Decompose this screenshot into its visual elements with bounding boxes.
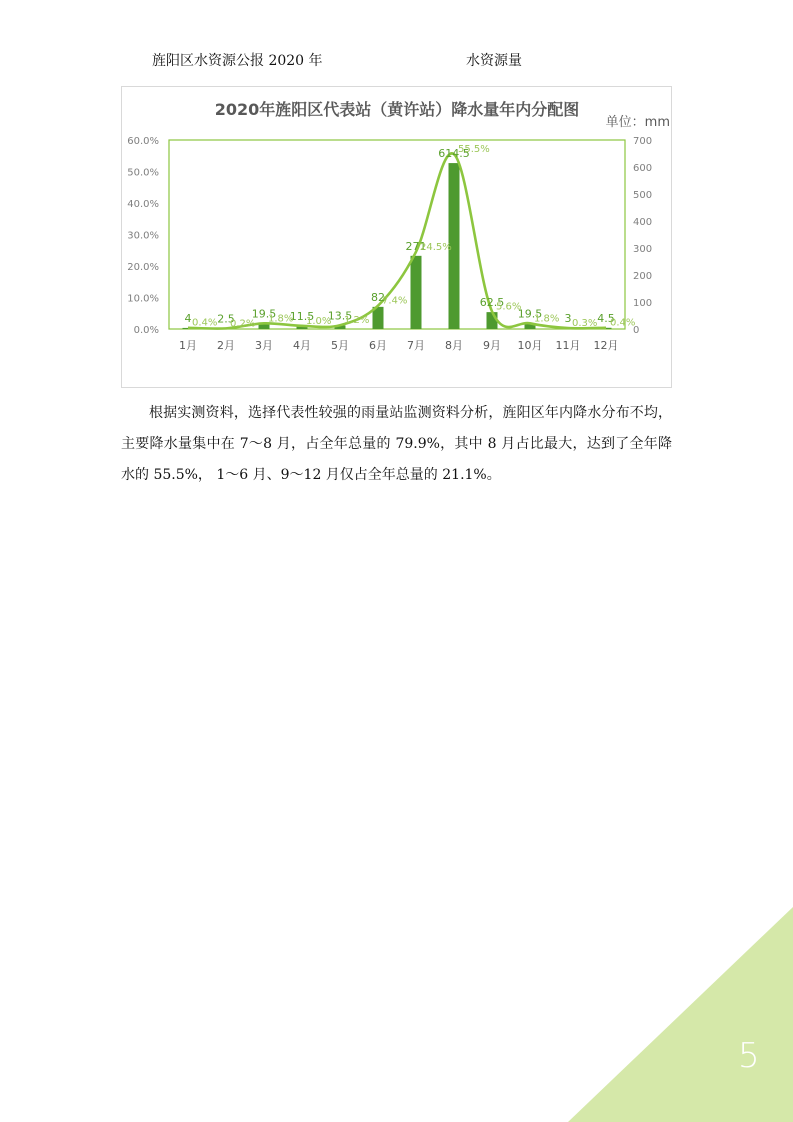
- right-axis-tick-label: 600: [633, 163, 653, 174]
- x-axis-tick-label: 8月: [445, 339, 463, 352]
- line-data-label: 0.4%: [610, 317, 636, 329]
- header-report-title: 旌阳区水资源公报 2020 年: [152, 53, 323, 69]
- line-data-label: 0.3%: [572, 318, 598, 330]
- x-axis-labels: [179, 339, 619, 352]
- x-axis-tick-label: 11月: [555, 339, 581, 352]
- line-data-label: 55.5%: [458, 144, 490, 156]
- line-data-label: 0.2%: [230, 318, 256, 330]
- bar-data-label: 19.5: [517, 307, 543, 321]
- page-header: [152, 50, 712, 72]
- x-axis-tick-label: 10月: [517, 339, 543, 352]
- bar-data-label: 11.5: [289, 309, 315, 323]
- right-axis-tick-label: 300: [633, 244, 653, 255]
- bar: [411, 256, 422, 329]
- line-data-label: 1.8%: [534, 313, 560, 325]
- right-axis-tick-label: 400: [633, 217, 653, 228]
- bar-data-label: 2.5: [217, 312, 235, 326]
- right-axis-tick-label: 100: [633, 298, 653, 309]
- left-axis-tick-label: 60.0%: [127, 136, 159, 147]
- line-data-label: 0.4%: [192, 317, 218, 329]
- header-section-title: 水资源量: [466, 53, 522, 69]
- right-axis-tick-label: 0: [633, 325, 640, 336]
- corner-decoration: [568, 907, 793, 1122]
- page-number: 5: [738, 1036, 760, 1076]
- bar-data-label: 19.5: [251, 307, 277, 321]
- bar-data-label: 271: [405, 239, 427, 253]
- left-axis-tick-label: 40.0%: [127, 199, 159, 210]
- bar-data-label: 62.5: [479, 296, 505, 310]
- bar-data-label: 82: [371, 290, 385, 304]
- right-axis-tick-label: 700: [633, 136, 653, 147]
- chart-unit-label: 单位：mm: [605, 115, 670, 130]
- x-axis-tick-label: 7月: [407, 339, 425, 352]
- body-text: [121, 398, 672, 491]
- x-axis-tick-label: 5月: [331, 339, 349, 352]
- left-axis-tick-label: 10.0%: [127, 293, 159, 305]
- line-data-label: 1.2%: [344, 315, 370, 327]
- x-axis-tick-label: 6月: [369, 339, 387, 352]
- line-data-label: 5.6%: [496, 301, 522, 313]
- x-axis-tick-label: 12月: [593, 339, 619, 352]
- line-data-label: 7.4%: [382, 295, 408, 307]
- left-axis-tick-label: 50.0%: [127, 167, 159, 179]
- chart-frame: [121, 86, 672, 388]
- bar-data-label: 614.5: [438, 147, 470, 161]
- line-data-label: 24.5%: [420, 241, 452, 253]
- left-axis-tick-label: 20.0%: [127, 262, 159, 273]
- line-data-label: 1.8%: [268, 313, 294, 325]
- right-axis-tick-label: 200: [633, 271, 653, 282]
- left-axis-tick-label: 30.0%: [127, 230, 159, 242]
- x-axis-tick-label: 3月: [255, 339, 273, 352]
- x-axis-tick-label: 2月: [217, 339, 235, 352]
- bar-data-label: 4.5: [597, 311, 615, 325]
- left-axis-tick-label: 0.0%: [133, 325, 159, 336]
- left-axis: [127, 136, 159, 336]
- bar-data-label: 4: [184, 311, 192, 325]
- bar-data-label: 13.5: [327, 309, 353, 323]
- x-axis-tick-label: 1月: [179, 339, 197, 352]
- right-axis: [633, 136, 652, 336]
- x-axis-tick-label: 4月: [293, 339, 311, 352]
- x-axis-tick-label: 9月: [483, 339, 501, 352]
- corner-triangle: [568, 907, 793, 1122]
- bar-data-label: 3: [564, 312, 572, 326]
- precipitation-chart: [122, 87, 671, 387]
- line-data-label: 1.0%: [306, 315, 332, 327]
- chart-title: 2020年旌阳区代表站（黄许站）降水量年内分配图: [214, 100, 580, 119]
- body-paragraph: 根据实测资料，选择代表性较强的雨量站监测资料分析，旌阳区年内降水分布不均，主要降水量集中在 7～8 月，占全年总量的 79.9%，其中 8 月占比最大，达到了全年降水的 55.5%， 1～6 月、9～12 月仅占全年总量的 21.1%。: [121, 405, 672, 483]
- right-axis-tick-label: 500: [633, 190, 653, 201]
